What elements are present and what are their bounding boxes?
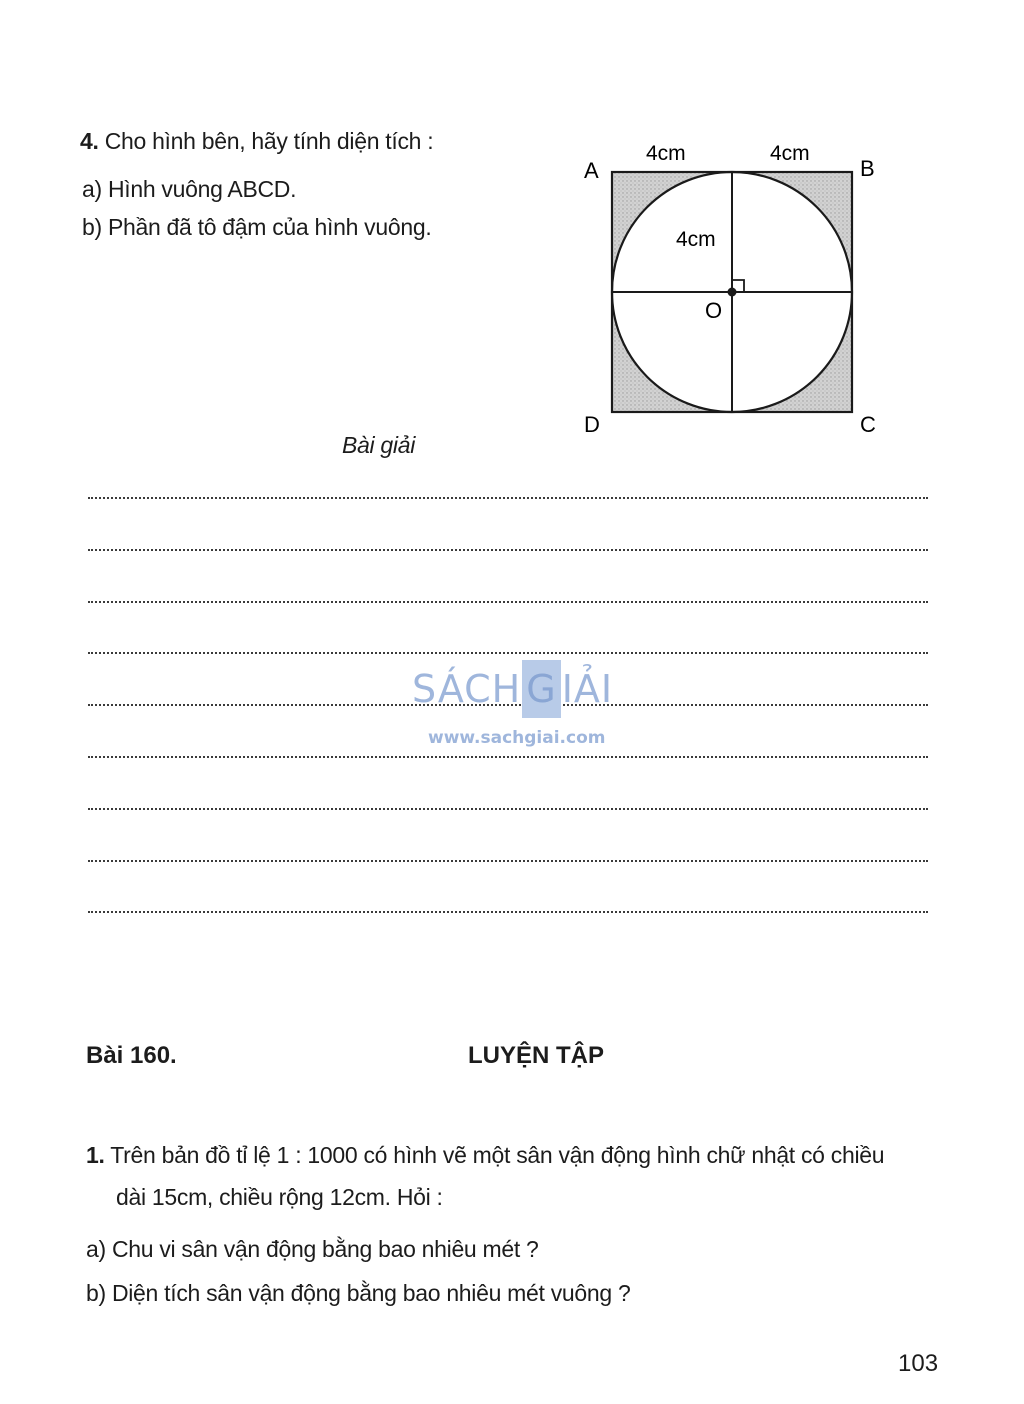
exercise-4-part-b: b) Phần đã tô đậm của hình vuông. [82,214,432,240]
exercise-4-part-a: a) Hình vuông ABCD. [82,176,297,202]
answer-line [88,756,928,758]
exercise-4-prompt [80,128,433,155]
answer-line [88,808,928,810]
exercise-1-part-b: b) Diện tích sân vận động bằng bao nhiêu mét vuông ? [86,1280,631,1306]
label-a: A [584,158,599,183]
length-top-right: 4cm [770,142,810,165]
answer-line [88,601,928,603]
exercise-1-text: Trên bản đồ tỉ lệ 1 : 1000 có hình vẽ một sân vận động hình chữ nhật có chiều [110,1142,885,1168]
length-top-left: 4cm [646,142,686,165]
length-radius: 4cm [676,228,716,251]
label-c: C [860,412,876,437]
page-number: 103 [898,1350,939,1377]
exercise-4-text: Cho hình bên, hãy tính diện tích : [104,128,434,154]
exercise-1-line-1 [86,1142,884,1169]
lesson-number: Bài 160. [86,1042,177,1069]
answer-line [88,549,928,551]
exercise-1-line-2: dài 15cm, chiều rộng 12cm. Hỏi : [116,1184,443,1210]
watermark-url: www.sachgiai.com [428,728,606,748]
label-o: O [705,298,723,323]
center-point [728,288,737,297]
lesson-title: LUYỆN TẬP [468,1042,605,1069]
square-circle-figure [570,140,890,440]
answer-line [88,911,928,913]
exercise-1-part-a: a) Chu vi sân vận động bằng bao nhiêu mét ? [86,1236,539,1262]
label-b: B [860,156,875,181]
watermark-logo-box: G [522,660,560,718]
solution-heading: Bài giải [342,432,416,458]
exercise-4-number: 4. [80,128,99,154]
watermark-logo [412,660,622,720]
watermark-logo-left: SÁCH [412,667,522,711]
answer-line [88,652,928,654]
answer-line [88,497,928,499]
label-d: D [584,412,600,437]
watermark-logo-right: IẢI [561,667,614,711]
exercise-1-number: 1. [86,1142,105,1168]
answer-line [88,860,928,862]
